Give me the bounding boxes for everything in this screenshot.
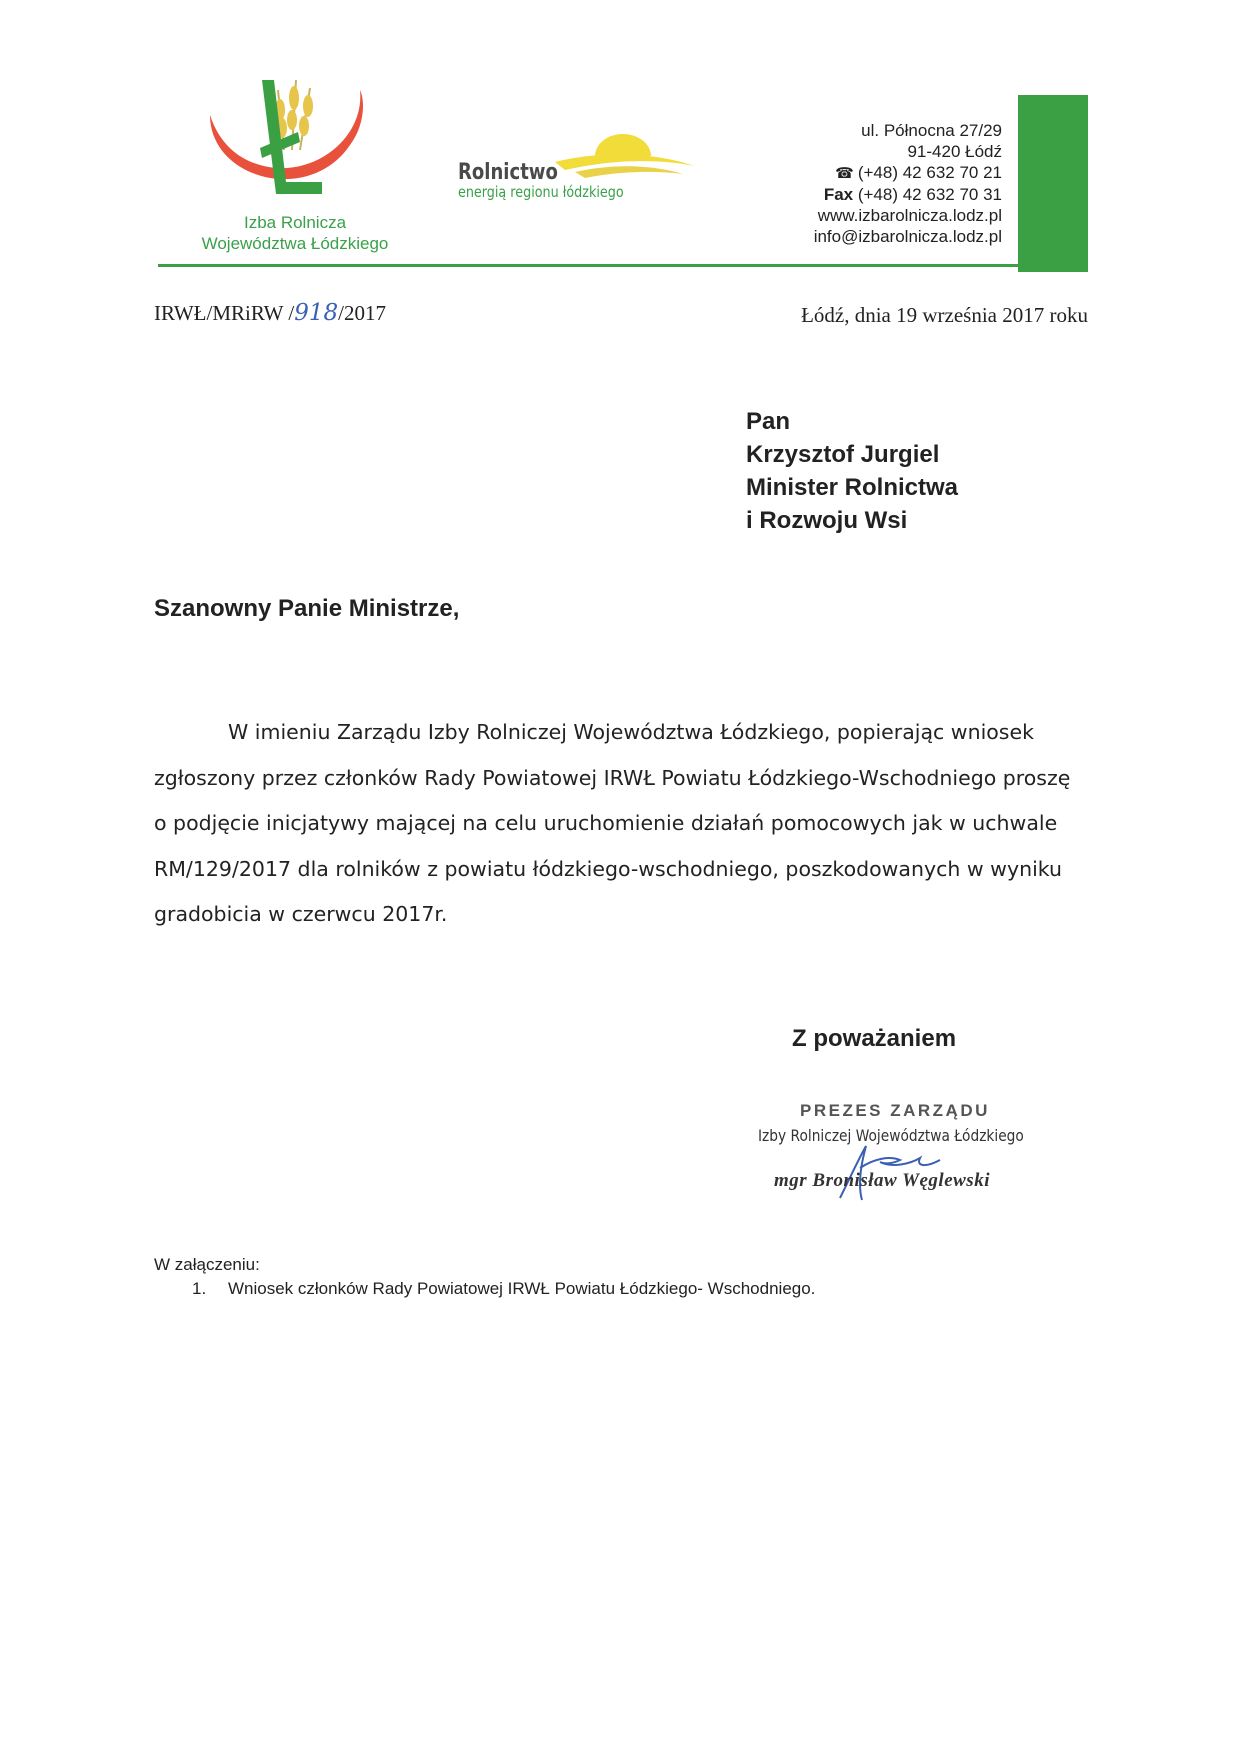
phone-icon: ☎: [835, 165, 854, 182]
contact-phone: (+48) 42 632 70 21: [857, 163, 1002, 182]
contact-street: ul. Północna 27/29: [861, 121, 1002, 140]
reference-number: [154, 300, 386, 326]
contact-phone-row: [814, 162, 1002, 184]
reference-prefix: IRWŁ/MRiRW /: [154, 301, 295, 325]
organization-name: [160, 212, 430, 254]
attachment-item: [192, 1279, 815, 1299]
letter-date: Łódź, dnia 19 września 2017 roku: [801, 303, 1088, 327]
organization-name-line2: Województwa Łódzkiego: [201, 234, 389, 253]
body-line: zgłoszony przez członków Rady Powiatowej IRWŁ Powiatu Łódzkiego-Wschodniego proszę: [154, 765, 1071, 790]
body-line: W imieniu Zarządu Izby Rolniczej Województwa Łódzkiego, popierając wniosek: [228, 720, 1034, 744]
signatory-name: mgr Bronisław Węglewski: [774, 1170, 990, 1191]
izba-logo-icon: [200, 70, 390, 220]
salutation: Szanowny Panie Ministrze,: [154, 595, 460, 622]
closing: Z poważaniem: [792, 1025, 957, 1052]
stamp-title: PREZES ZARZĄDU: [800, 1101, 990, 1120]
header-divider: [158, 264, 1020, 267]
letter-body: [154, 710, 1084, 938]
reference-handwritten-number: 918: [294, 300, 339, 326]
contact-website: www.izbarolnicza.lodz.pl: [817, 206, 1002, 225]
contact-fax-label: Fax: [823, 185, 854, 204]
stamp-organization: Izby Rolniczej Województwa Łódzkiego: [758, 1126, 1024, 1145]
attachments-label: W załączeniu:: [154, 1255, 260, 1274]
header-accent-bar: [1018, 95, 1088, 272]
organization-name-line1: Izba Rolnicza: [243, 213, 347, 232]
attachment-number: 1.: [192, 1279, 207, 1298]
rolnictwo-sun-logo-icon: [555, 128, 695, 188]
body-line: o podjęcie inicjatywy mającej na celu uruchomienie działań pomocowych jak w uchwale: [154, 811, 1058, 835]
contact-fax: (+48) 42 632 70 31: [857, 185, 1002, 204]
body-line: RM/129/2017 dla rolników z powiatu łódzkiego-wschodniego, poszkodowanych w wyniku: [154, 856, 1062, 881]
contact-fax-row: [814, 184, 1002, 205]
reference-suffix: /2017: [338, 301, 386, 325]
recipient-line1: Pan: [746, 408, 791, 435]
recipient-block: [746, 405, 958, 537]
contact-email: info@izbarolnicza.lodz.pl: [813, 227, 1002, 246]
contact-block: [814, 120, 1002, 247]
body-line: gradobicia w czerwcu 2017r.: [154, 902, 448, 926]
recipient-line2: Krzysztof Jurgiel: [746, 441, 940, 468]
recipient-line4: i Rozwoju Wsi: [746, 507, 908, 534]
attachment-text: Wniosek członków Rady Powiatowej IRWŁ Powiatu Łódzkiego- Wschodniego.: [228, 1279, 816, 1298]
campaign-title: Rolnictwo: [458, 160, 558, 185]
campaign-subtitle: energią regionu łódzkiego: [458, 183, 624, 201]
recipient-line3: Minister Rolnictwa: [746, 474, 959, 501]
contact-city: 91-420 Łódź: [907, 142, 1002, 161]
